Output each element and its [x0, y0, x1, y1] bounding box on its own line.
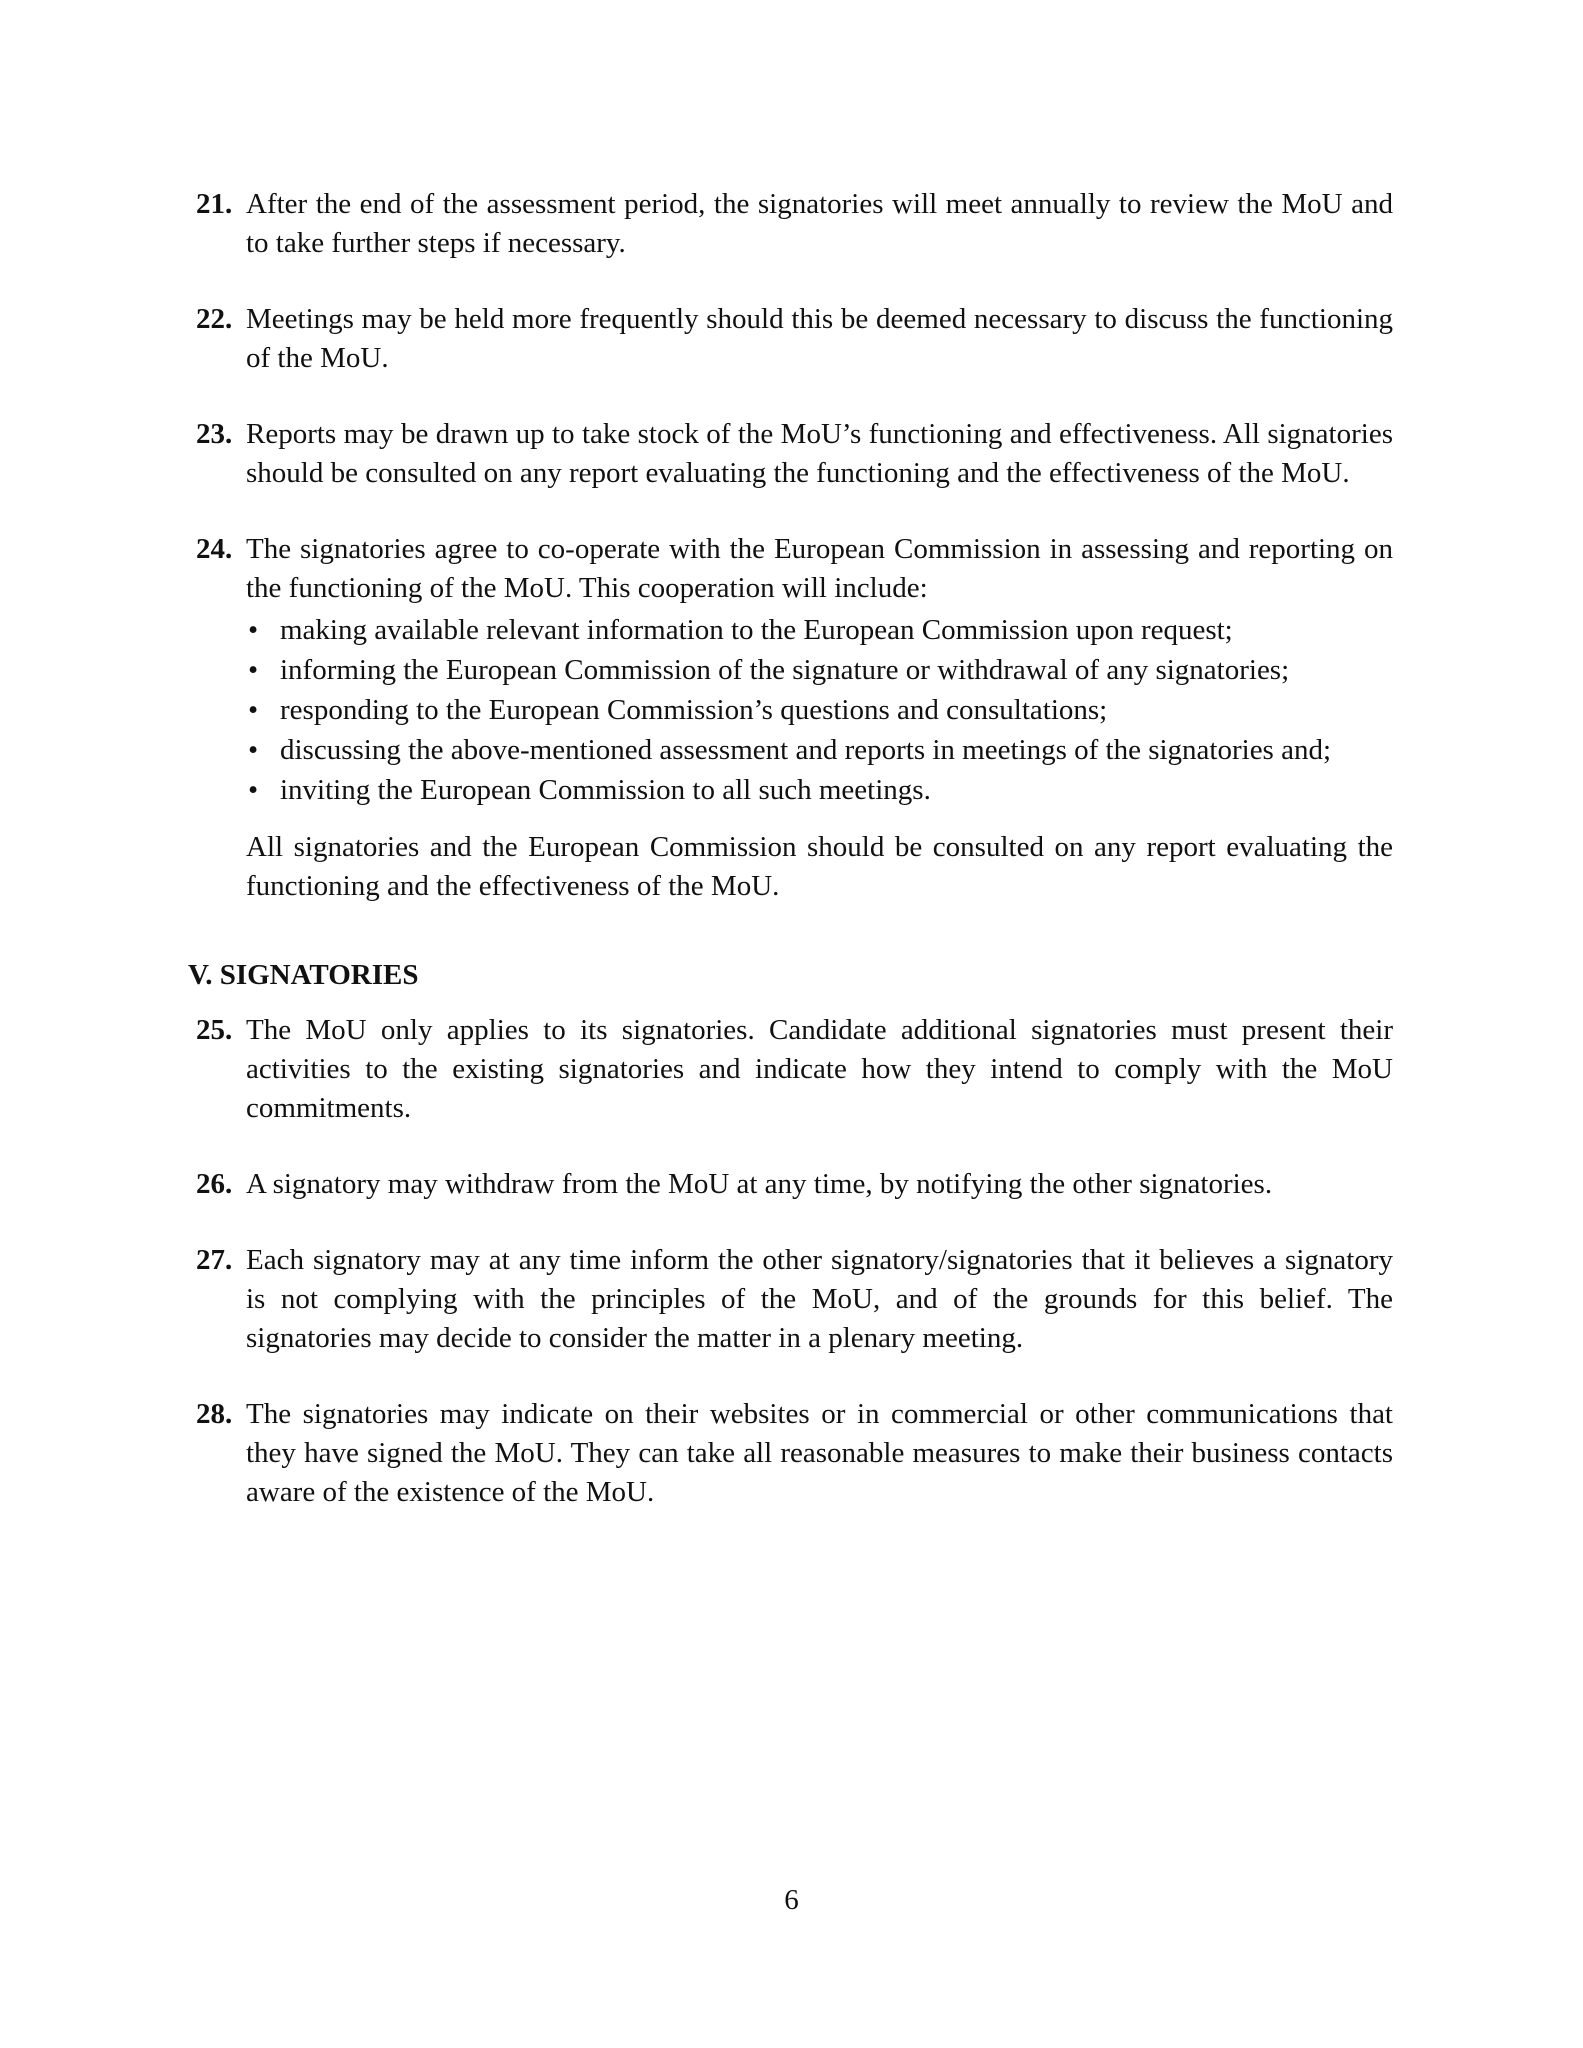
bullet-icon: •: [248, 614, 259, 646]
bullet-icon: •: [248, 694, 259, 726]
list-item: [246, 650, 1393, 690]
clause-25: [188, 1011, 1393, 1128]
page-number: 6: [784, 1884, 799, 1916]
list-item-text: inviting the European Commission to all such meetings.: [280, 774, 931, 806]
clause-28: [188, 1395, 1393, 1512]
clause-23: [188, 415, 1393, 493]
list-item-text: responding to the European Commission’s questions and consultations;: [280, 694, 1108, 726]
cooperation-list: [246, 610, 1393, 810]
clause-22: [188, 300, 1393, 378]
clause-number: 25.: [196, 1014, 233, 1046]
clause-number: 28.: [196, 1398, 233, 1430]
page-content: [188, 185, 1393, 1549]
clause-text: A signatory may withdraw from the MoU at any time, by notifying the other signatories.: [246, 1168, 1273, 1200]
list-item-text: informing the European Commission of the signature or withdrawal of any signatories;: [280, 654, 1290, 686]
clause-27: [188, 1241, 1393, 1358]
bullet-icon: •: [248, 654, 259, 686]
bullet-icon: •: [248, 734, 259, 766]
clause-number: 24.: [196, 533, 233, 565]
list-item-text: discussing the above-mentioned assessment and reports in meetings of the signatories and;: [280, 734, 1332, 766]
list-item-text: making available relevant information to the European Commission upon request;: [280, 614, 1233, 646]
clause-text: The signatories agree to co-operate with the European Commission in assessing and reporting on the functioning of the MoU. This cooperation will include:: [246, 533, 1393, 604]
clause-number: 22.: [196, 303, 233, 335]
clause-text: Reports may be drawn up to take stock of the MoU’s functioning and effectiveness. All signatories should be consulted on any report evaluating the functioning and the effectiveness of the MoU.: [246, 418, 1393, 489]
clause-21: [188, 185, 1393, 263]
clause-24: [188, 530, 1393, 906]
clause-number: 26.: [196, 1168, 233, 1200]
list-item: [246, 610, 1393, 650]
clause-text: Meetings may be held more frequently should this be deemed necessary to discuss the functioning of the MoU.: [246, 303, 1393, 374]
clause-number: 23.: [196, 418, 233, 450]
clause-text: After the end of the assessment period, the signatories will meet annually to review the MoU and to take further steps if necessary.: [246, 188, 1393, 259]
list-item: [246, 690, 1393, 730]
list-item: [246, 770, 1393, 810]
clause-number: 27.: [196, 1244, 233, 1276]
clause-26: [188, 1165, 1393, 1204]
clause-closing-text: All signatories and the European Commission should be consulted on any report evaluating the functioning and the effectiveness of the MoU.: [246, 831, 1393, 902]
clause-number: 21.: [196, 188, 233, 220]
clause-text: The signatories may indicate on their websites or in commercial or other communications that they have signed the MoU. They can take all reasonable measures to make their business contacts aware of the existence of the MoU.: [246, 1398, 1393, 1508]
list-item: [246, 730, 1393, 770]
clause-text: Each signatory may at any time inform the other signatory/signatories that it believes a signatory is not complying with the principles of the MoU, and of the grounds for this belief. The signatories may decide to consider the matter in a plenary meeting.: [246, 1244, 1393, 1354]
section-heading: V. SIGNATORIES: [188, 959, 419, 991]
clause-text: The MoU only applies to its signatories. Candidate additional signatories must present their activities to the existing signatories and indicate how they intend to comply with the MoU commitments.: [246, 1014, 1393, 1124]
bullet-icon: •: [248, 774, 259, 806]
